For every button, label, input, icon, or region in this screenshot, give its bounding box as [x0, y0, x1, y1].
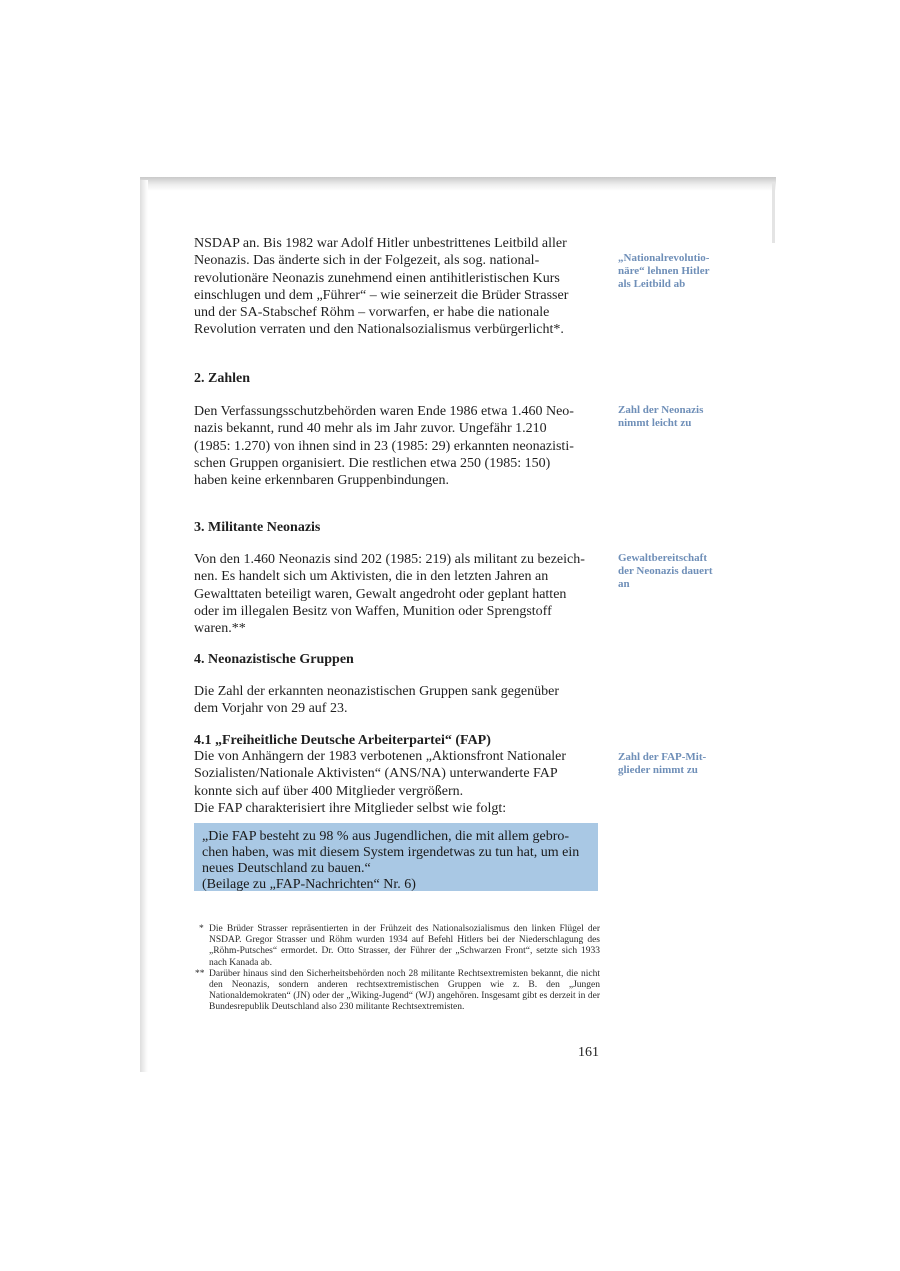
section-heading-2: 2. Zahlen	[194, 371, 251, 386]
margin-note-2	[618, 404, 730, 430]
margin-note-3-line-2: der Neonazis dauert	[618, 565, 713, 577]
footnote-2	[195, 968, 600, 1014]
intro-line-5: und der SA-Stabschef Röhm – vorwarfen, er habe die nationale	[194, 305, 550, 321]
footnote-2-mark: **	[195, 968, 205, 979]
s3-line-3: Gewalttaten beteiligt waren, Gewalt angedroht oder geplant hatten	[194, 586, 567, 602]
section-heading-4-1: 4.1 „Freiheitliche Deutsche Arbeiterpartei“ (FAP)	[194, 733, 491, 748]
quote-line-2: chen haben, was mit diesem System irgendetwas zu tun hat, um ein	[202, 845, 580, 860]
s2-line-5: haben keine erkennbaren Gruppenbindungen.	[194, 473, 450, 489]
margin-note-3-line-1: Gewaltbereitschaft	[618, 552, 707, 564]
margin-note-2-line-2: nimmt leicht zu	[618, 417, 692, 429]
intro-line-3: revolutionäre Neonazis zunehmend einen antihitleristischen Kurs	[194, 270, 560, 286]
footnote-2-text: Darüber hinaus sind den Sicherheitsbehörden noch 28 militante Rechtsextremisten bekannt, die nicht den Neonazis, sondern anderen rechtsextremistischen Gruppen wie z. B. den „Jungen Nationaldemokraten“ (JN) oder der „Wiking-Jugend“ (WJ) angehören. Insgesamt gibt es derzeit in der Bundesrepublik Deutschland also 230 militante Rechtsextremisten.	[209, 968, 600, 1013]
margin-note-3-line-3: an	[618, 578, 630, 590]
margin-note-3	[618, 552, 730, 591]
intro-line-6: Revolution verraten und den Nationalsozialismus verbürgerlicht*.	[194, 322, 564, 338]
margin-note-1-line-3: als Leitbild ab	[618, 278, 686, 290]
quote-line-1: „Die FAP besteht zu 98 % aus Jugendlichen, die mit allem gebro-	[202, 829, 570, 844]
margin-note-4	[618, 751, 730, 777]
s41-line-3: konnte sich auf über 400 Mitglieder vergrößern.	[194, 783, 464, 799]
section-heading-4: 4. Neonazistische Gruppen	[194, 652, 354, 667]
page-number: 161	[578, 1045, 599, 1060]
margin-note-1	[618, 252, 730, 291]
section-3-paragraph	[194, 551, 600, 637]
s41-line-1: Die von Anhängern der 1983 verbotenen „Aktionsfront Nationaler	[194, 749, 567, 764]
margin-note-4-line-1: Zahl der FAP-Mit-	[618, 751, 707, 763]
margin-note-1-line-1: „Nationalrevolutio-	[618, 252, 710, 264]
footnote-1-text: Die Brüder Strasser repräsentierten in der Frühzeit des Nationalsozialismus den linken Flügel der NSDAP. Gregor Strasser und Röhm wurden 1934 auf Befehl Hitlers bei der Niederschlagung des „Röhm-Putsches“ ermordet. Dr. Otto Strasser, der Führer der „Schwarzen Front“, setzte sich 1933 nach Kanada ab.	[209, 924, 600, 968]
footnote-1	[200, 924, 600, 969]
s2-line-4: schen Gruppen organisiert. Die restlichen etwa 250 (1985: 150)	[194, 455, 551, 471]
s3-line-4: oder im illegalen Besitz von Waffen, Munition oder Sprengstoff	[194, 603, 552, 619]
intro-line-1: NSDAP an. Bis 1982 war Adolf Hitler unbestrittenes Leitbild aller	[194, 236, 567, 251]
s3-line-2: nen. Es handelt sich um Aktivisten, die in den letzten Jahren an	[194, 569, 549, 585]
intro-line-4: einschlugen und dem „Führer“ – wie seinerzeit die Brüder Strasser	[194, 287, 569, 303]
intro-line-2: Neonazis. Das änderte sich in der Folgezeit, als sog. national-	[194, 253, 540, 269]
quote-source: (Beilage zu „FAP-Nachrichten“ Nr. 6)	[202, 877, 416, 892]
fap-quote-box	[194, 823, 598, 891]
margin-note-1-line-2: näre“ lehnen Hitler	[618, 265, 710, 277]
quote-line-3: neues Deutschland zu bauen.“	[202, 861, 371, 876]
s2-line-2: nazis bekannt, rund 40 mehr als im Jahr zuvor. Ungefähr 1.210	[194, 421, 547, 437]
s2-line-3: (1985: 1.270) von ihnen sind in 23 (1985: 29) erkannten neonazisti-	[194, 438, 574, 454]
s2-line-1: Den Verfassungsschutzbehörden waren Ende 1986 etwa 1.460 Neo-	[194, 404, 574, 419]
s3-line-5: waren.**	[194, 621, 246, 637]
margin-note-4-line-2: glieder nimmt zu	[618, 764, 698, 776]
section-heading-3: 3. Militante Neonazis	[194, 520, 321, 535]
intro-paragraph	[194, 235, 600, 339]
footnotes	[195, 924, 600, 1014]
s4-line-1: Die Zahl der erkannten neonazistischen Gruppen sank gegenüber	[194, 684, 560, 699]
section-4-paragraph	[194, 683, 600, 718]
s41-line-2: Sozialisten/Nationale Aktivisten“ (ANS/NA) unterwanderte FAP	[194, 766, 558, 782]
section-2-paragraph	[194, 403, 600, 489]
footnote-1-mark: *	[199, 924, 204, 934]
s41-line-4: Die FAP charakterisiert ihre Mitglieder selbst wie folgt:	[194, 800, 507, 816]
section-4-1-paragraph	[194, 748, 600, 817]
s3-line-1: Von den 1.460 Neonazis sind 202 (1985: 219) als militant zu bezeich-	[194, 552, 585, 567]
margin-note-2-line-1: Zahl der Neonazis	[618, 404, 704, 416]
s4-line-2: dem Vorjahr von 29 auf 23.	[194, 701, 348, 717]
